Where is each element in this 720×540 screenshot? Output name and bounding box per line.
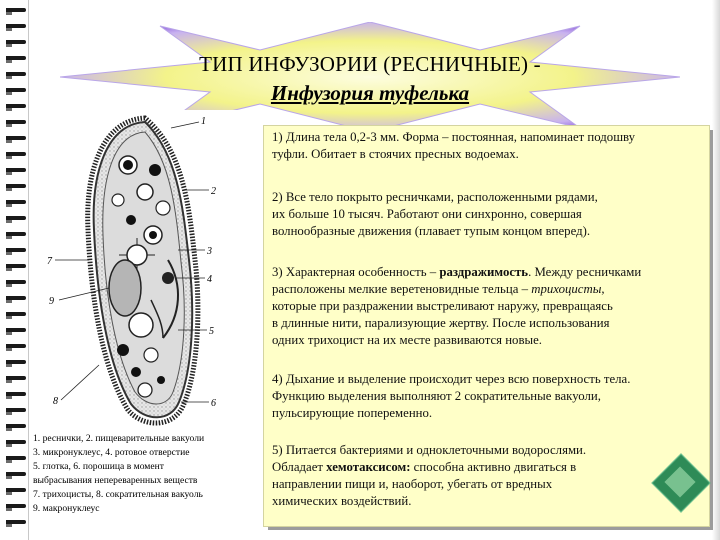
title-block <box>160 52 580 106</box>
paragraph-line: туфли. Обитает в стоячих пресных водоемах. <box>272 147 519 161</box>
binding-ring <box>6 40 26 47</box>
legend-line: 5. глотка, 6. порошица в момент <box>33 461 164 472</box>
binding-hole <box>6 428 12 431</box>
binding-ring <box>6 312 26 319</box>
paragraph-text: расположены мелкие веретеновидные тельца – <box>272 282 532 296</box>
legend-line: 1. реснички, 2. пищеварительные вакуоли <box>33 433 205 444</box>
paragraph-line: в длинные нити, парализующие жертву. После использования <box>272 316 610 330</box>
binding-ring <box>6 88 26 95</box>
binding-ring <box>6 472 26 479</box>
paragraph-1 <box>272 129 635 163</box>
binding-hole <box>6 476 12 479</box>
binding-hole <box>6 12 12 15</box>
binding-ring <box>6 504 26 511</box>
binding-hole <box>6 60 12 63</box>
figure-label-3: 3 <box>207 246 212 257</box>
figure-label-9: 9 <box>49 296 54 307</box>
binding-hole <box>6 380 12 383</box>
keyword-chemotaxis: хемотаксисом: <box>326 460 411 474</box>
paragraph-text: Обладает <box>272 460 327 474</box>
binding-hole <box>6 28 12 31</box>
paragraph-text: способна активно двигаться в <box>410 460 577 474</box>
page-edge <box>28 0 29 540</box>
binding-ring <box>6 120 26 127</box>
binding-ring <box>6 264 26 271</box>
figure-label-6: 6 <box>211 398 216 409</box>
info-panel <box>263 125 710 527</box>
binding-hole <box>6 300 12 303</box>
figure-label-7: 7 <box>47 256 52 267</box>
binding-hole <box>6 492 12 495</box>
paragraph-3 <box>272 264 641 349</box>
binding-ring <box>6 296 26 303</box>
paragraph-line: 4) Дыхание и выделение происходит через всю поверхность тела. <box>272 372 631 386</box>
paragraph-line: Функцию выделения выполняют 2 сократительные вакуоли, <box>272 389 601 403</box>
paragraph-line: 2) Все тело покрыто ресничками, расположенными рядами, <box>272 190 598 204</box>
binding-hole <box>6 364 12 367</box>
binding-hole <box>6 252 12 255</box>
paragraph-line: 1) Длина тела 0,2-3 мм. Форма – постоянная, напоминает подошву <box>272 130 636 144</box>
binding-hole <box>6 284 12 287</box>
figure-label-5: 5 <box>209 326 214 337</box>
binding-ring <box>6 408 26 415</box>
binding-ring <box>6 440 26 447</box>
binding-ring <box>6 200 26 207</box>
binding-hole <box>6 444 12 447</box>
paragraph-line: их больше 10 тысяч. Работают они синхронно, совершая <box>272 207 582 221</box>
binding-ring <box>6 232 26 239</box>
binding-hole <box>6 108 12 111</box>
figure-label-1: 1 <box>201 116 206 127</box>
binding-hole <box>6 396 12 399</box>
legend-line: 3. микронуклеус, 4. ротовое отверстие <box>33 447 190 458</box>
binding-ring <box>6 488 26 495</box>
paragraph-line: направлении пищи и, наоборот, убегать от вредных <box>272 477 553 491</box>
binding-hole <box>6 124 12 127</box>
binding-hole <box>6 44 12 47</box>
binding-ring <box>6 184 26 191</box>
binding-hole <box>6 76 12 79</box>
binding-ring <box>6 24 26 31</box>
binding-ring <box>6 136 26 143</box>
binding-ring <box>6 424 26 431</box>
binding-hole <box>6 172 12 175</box>
binding-ring <box>6 8 26 15</box>
binding-ring <box>6 392 26 399</box>
paragraph-2 <box>272 189 598 240</box>
binding-ring <box>6 152 26 159</box>
figure-label-4: 4 <box>207 274 212 285</box>
paragraph-line: пульсирующие попеременно. <box>272 406 433 420</box>
binding-ring <box>6 216 26 223</box>
paragraph-line: волнообразные движения (плавает тупым концом вперед). <box>272 224 591 238</box>
binding-hole <box>6 348 12 351</box>
page-subtitle: Инфузория туфелька <box>270 81 470 105</box>
binding-hole <box>6 220 12 223</box>
binding-hole <box>6 204 12 207</box>
figure-label-2: 2 <box>211 186 216 197</box>
page-shadow <box>712 0 720 540</box>
paragraph-text: . Между ресничками <box>528 265 642 279</box>
binding-hole <box>6 524 12 527</box>
paragraph-4 <box>272 371 630 422</box>
paragraph-line: 5) Питается бактериями и одноклеточными водорослями. <box>272 443 587 457</box>
binding-ring <box>6 168 26 175</box>
legend-line: 7. трихоцисты, 8. сократительная вакуоль <box>33 489 203 500</box>
binding-ring <box>6 344 26 351</box>
spiral-binding <box>0 0 30 540</box>
binding-hole <box>6 188 12 191</box>
binding-ring <box>6 248 26 255</box>
legend-line: 9. макронуклеус <box>33 503 100 514</box>
figure-legend <box>33 432 259 532</box>
binding-hole <box>6 140 12 143</box>
binding-ring <box>6 376 26 383</box>
binding-hole <box>6 460 12 463</box>
binding-hole <box>6 332 12 335</box>
paragraph-5 <box>272 442 586 510</box>
binding-hole <box>6 156 12 159</box>
paramecium-illustration <box>33 110 259 432</box>
binding-ring <box>6 360 26 367</box>
paragraph-text: , <box>601 282 605 296</box>
binding-hole <box>6 316 12 319</box>
binding-hole <box>6 412 12 415</box>
binding-ring <box>6 328 26 335</box>
binding-ring <box>6 72 26 79</box>
paragraph-line: которые при раздражении выстреливают наружу, превращаясь <box>272 299 613 313</box>
legend-line: выбрасывания непереваренных веществ <box>33 475 198 486</box>
paragraph-line: химических воздействий. <box>272 494 412 508</box>
paragraph-line: одних трихоцист на их месте развиваются новые. <box>272 333 542 347</box>
binding-ring <box>6 280 26 287</box>
page-title: ТИП ИНФУЗОРИИ (РЕСНИЧНЫЕ) - <box>199 52 541 76</box>
binding-hole <box>6 236 12 239</box>
binding-hole <box>6 268 12 271</box>
keyword-irritability: раздражимость <box>439 265 529 279</box>
binding-ring <box>6 520 26 527</box>
binding-hole <box>6 508 12 511</box>
paragraph-text: 3) Характерная особенность – <box>272 265 440 279</box>
binding-ring <box>6 104 26 111</box>
figure-label-8: 8 <box>53 396 58 407</box>
keyword-trichocysts: трихоцисты <box>531 282 602 296</box>
binding-ring <box>6 456 26 463</box>
binding-ring <box>6 56 26 63</box>
binding-hole <box>6 92 12 95</box>
